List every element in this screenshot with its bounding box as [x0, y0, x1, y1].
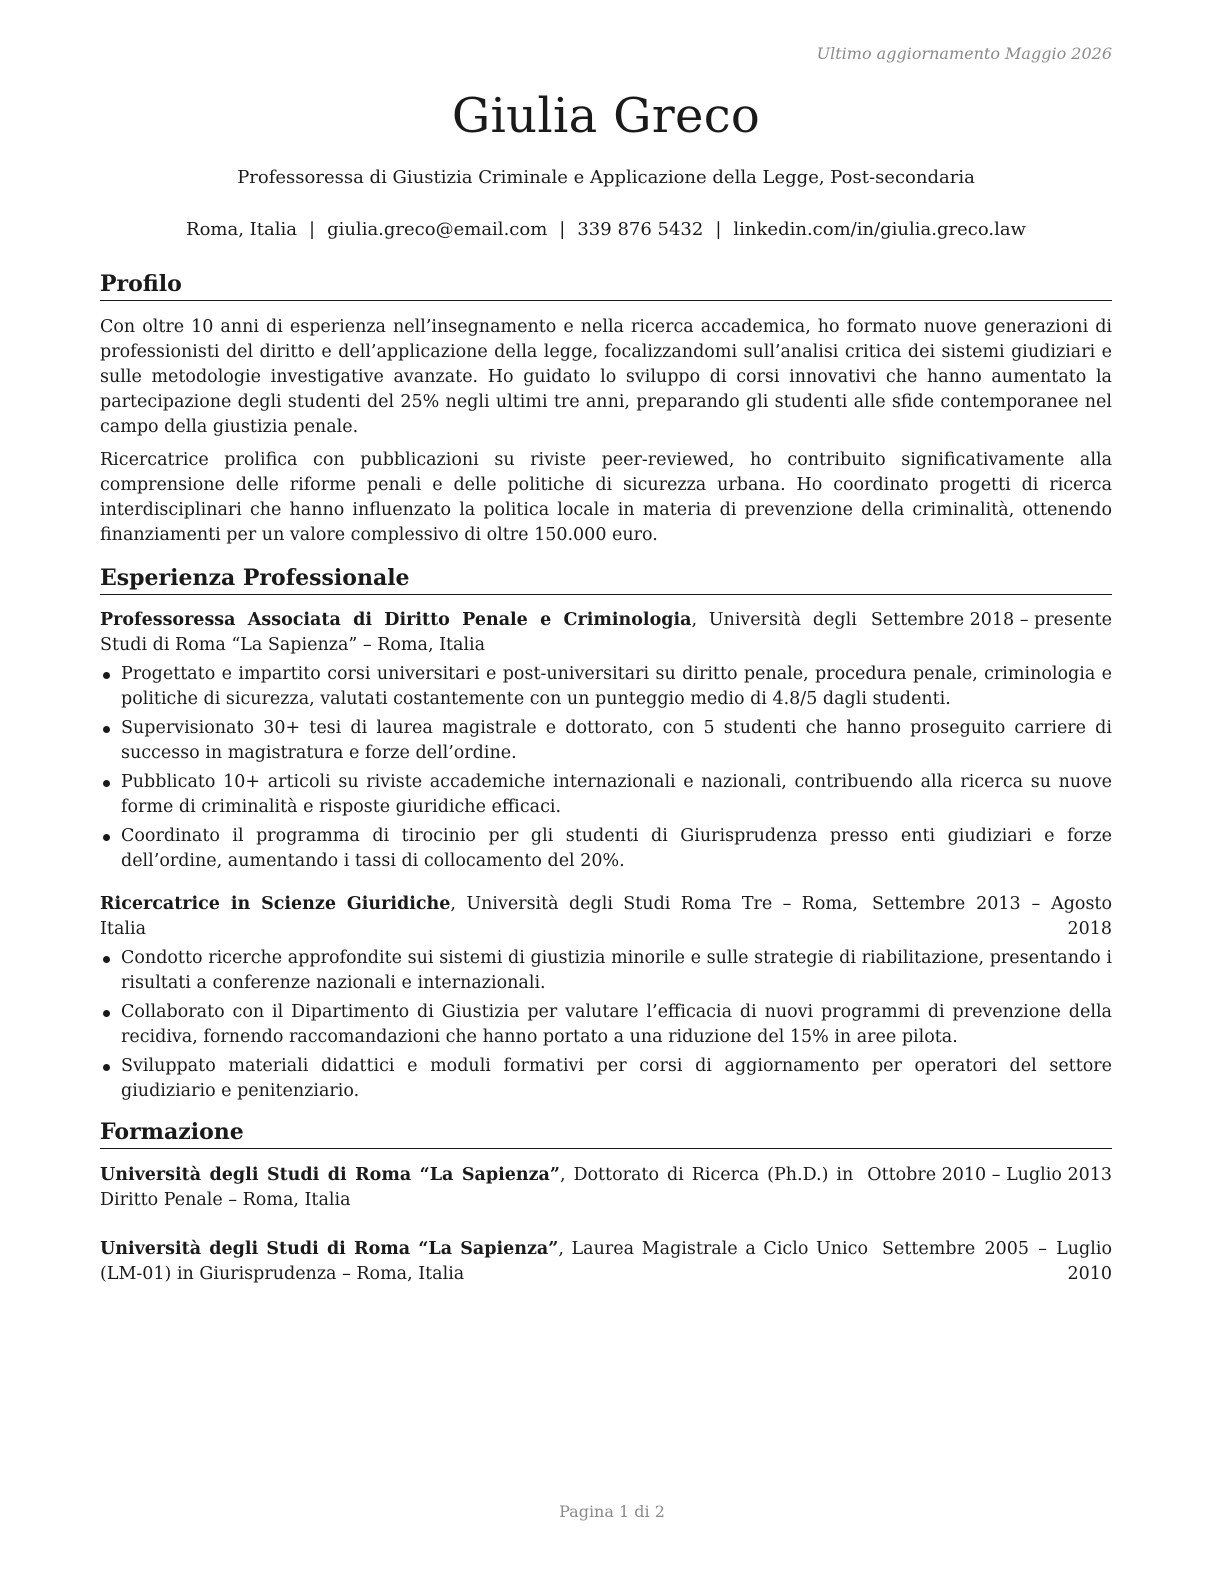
contact-separator: | — [715, 219, 722, 240]
contact-line — [100, 219, 1112, 240]
resume-content — [100, 270, 1112, 1287]
education-school: Università degli Studi di Roma “La Sapienza” — [100, 1239, 559, 1259]
page-number: Pagina 1 di 2 — [559, 1502, 665, 1521]
education-entry — [100, 1237, 1112, 1287]
section-title-experience: Esperienza Professionale — [100, 564, 1112, 595]
job-organization: , Università degli Studi di Roma “La Sapienza” – Roma, Italia — [100, 610, 857, 655]
job-role: Ricercatrice in Scienze Giuridiche — [100, 894, 451, 914]
contact-phone[interactable]: 339 876 5432 — [577, 219, 704, 240]
job-bullet: Condotto ricerche approfondite sui sistemi di giustizia minorile e sulle strategie di riabilitazione, presentando i risultati a conferenze nazionali e internazionali. — [100, 946, 1112, 996]
education-degree: , Laurea Magistrale a Ciclo Unico (LM-01) in Giurisprudenza – Roma, Italia — [100, 1239, 868, 1284]
profile-section — [100, 270, 1112, 548]
job-bullet: Coordinato il programma di tirocinio per gli studenti di Giurisprudenza presso enti giudiziari e forze dell’ordine, aumentando i tassi di collocamento del 20%. — [100, 824, 1112, 874]
contact-separator: | — [308, 219, 316, 240]
job-header — [100, 892, 1112, 942]
job-bullet: Progettato e impartito corsi universitari e post-universitari su diritto penale, procedura penale, criminologia e politiche di sicurezza, valutati costantemente con un punteggio medio di 4.8/5 dagli studenti. — [100, 662, 1112, 712]
last-updated: Ultimo aggiornamento Maggio 2026 — [816, 44, 1112, 63]
job-organization: , Università degli Studi Roma Tre – Roma, Italia — [100, 894, 858, 939]
contact-email[interactable]: giulia.greco@email.com — [327, 219, 548, 240]
job-bullets — [100, 946, 1112, 1104]
education-dates: Ottobre 2010 – Luglio 2013 — [867, 1165, 1112, 1185]
job-bullets — [100, 662, 1112, 874]
job-bullet: Pubblicato 10+ articoli su riviste accademiche internazionali e nazionali, contribuendo alla ricerca su nuove forme di criminalità e risposte giuridiche efficaci. — [100, 770, 1112, 820]
education-dates: Settembre 2005 – Luglio 2010 — [882, 1239, 1112, 1284]
contact-linkedin[interactable]: linkedin.com/in/giulia.greco.law — [733, 219, 1026, 240]
section-title-profile: Profilo — [100, 270, 1112, 301]
job-dates: Settembre 2013 – Agosto 2018 — [872, 894, 1112, 939]
job-header — [100, 608, 1112, 658]
education-degree: , Dottorato di Ricerca (Ph.D.) in Diritto Penale – Roma, Italia — [100, 1165, 854, 1210]
candidate-name: Giulia Greco — [451, 88, 761, 144]
profile-paragraph: Ricercatrice prolifica con pubblicazioni su riviste peer-reviewed, ho contribuito significativamente alla comprensione delle riforme penali e delle politiche di sicurezza urbana. Ho coordinato progetti di ricerca interdisciplinari che hanno influenzato la politica locale in materia di prevenzione della criminalità, ottenendo finanziamenti per un valore complessivo di oltre 150.000 euro. — [100, 450, 1112, 545]
contact-separator: | — [559, 219, 566, 240]
candidate-tagline: Professoressa di Giustizia Criminale e Applicazione della Legge, Post-secondaria — [237, 167, 975, 188]
education-section — [100, 1118, 1112, 1287]
job-bullet: Supervisionato 30+ tesi di laurea magistrale e dottorato, con 5 studenti che hanno proseguito carriere di successo in magistratura e forze dell’ordine. — [100, 716, 1112, 766]
experience-section — [100, 564, 1112, 1104]
job-role: Professoressa Associata di Diritto Penale e Criminologia — [100, 610, 692, 630]
contact-location: Roma, Italia — [186, 219, 297, 240]
education-school: Università degli Studi di Roma “La Sapienza” — [100, 1165, 560, 1185]
job-bullet: Collaborato con il Dipartimento di Giustizia per valutare l’efficacia di nuovi programmi di prevenzione della recidiva, fornendo raccomandazioni che hanno portato a una riduzione del 15% in aree pilota. — [100, 1000, 1112, 1050]
section-title-education: Formazione — [100, 1118, 1112, 1149]
education-entry — [100, 1163, 1112, 1213]
job-dates: Settembre 2018 – presente — [870, 610, 1112, 630]
profile-paragraph: Con oltre 10 anni di esperienza nell’insegnamento e nella ricerca accademica, ho formato nuove generazioni di professionisti del diritto e dell’applicazione della legge, focalizzandomi sull’analisi critica dei sistemi giudiziari e sulle metodologie investigative avanzate. Ho guidato lo sviluppo di corsi innovativi che hanno aumentato la partecipazione degli studenti del 25% negli ultimi tre anni, preparando gli studenti alle sfide contemporanee nel campo della giustizia penale. — [100, 317, 1112, 437]
job-entry — [100, 892, 1112, 1104]
job-entry — [100, 608, 1112, 874]
job-bullet: Sviluppato materiali didattici e moduli formativi per corsi di aggiornamento per operatori del settore giudiziario e penitenziario. — [100, 1054, 1112, 1104]
